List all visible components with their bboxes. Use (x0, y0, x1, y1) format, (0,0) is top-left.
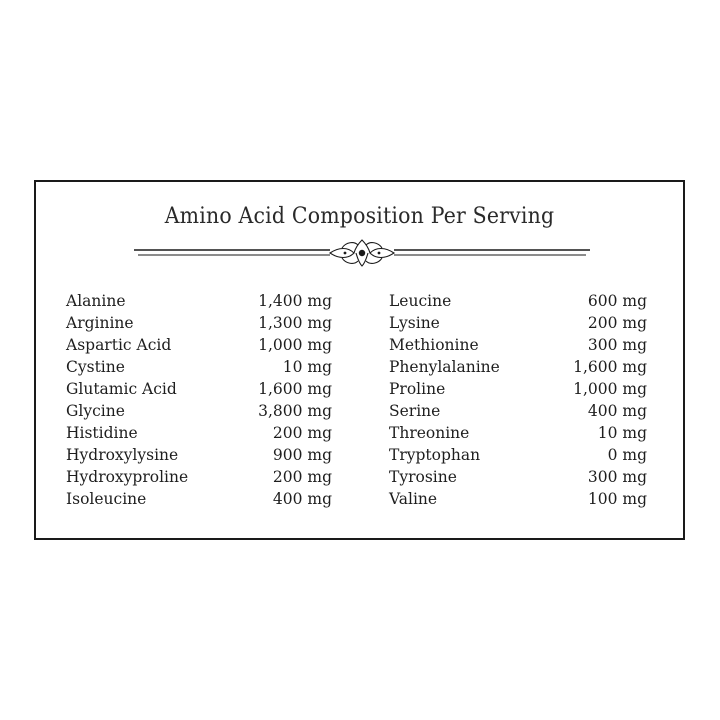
amino-amount: 600 mg (587, 292, 647, 310)
list-item (389, 312, 647, 334)
amino-amount: 200 mg (272, 424, 332, 442)
list-item (389, 356, 647, 378)
ornamental-divider-icon (134, 238, 590, 268)
amino-name: Alanine (66, 292, 126, 310)
amino-name: Histidine (66, 424, 138, 442)
amino-amount: 200 mg (587, 314, 647, 332)
list-item (66, 422, 332, 444)
list-item (389, 290, 647, 312)
amino-amount: 400 mg (272, 490, 332, 508)
amino-amount: 900 mg (272, 446, 332, 464)
amino-amount: 1,300 mg (258, 314, 332, 332)
amino-amount: 100 mg (587, 490, 647, 508)
amino-amount: 0 mg (607, 446, 647, 464)
amino-name: Aspartic Acid (66, 336, 172, 354)
amino-amount: 3,800 mg (258, 402, 332, 420)
list-item (66, 290, 332, 312)
list-item (389, 444, 647, 466)
panel-title: Amino Acid Composition Per Serving (164, 204, 555, 229)
list-item (389, 488, 647, 510)
amino-name: Cystine (66, 358, 125, 376)
right-amino-list (389, 290, 647, 510)
list-item (389, 466, 647, 488)
amino-amount: 1,000 mg (258, 336, 332, 354)
amino-name: Glutamic Acid (66, 380, 177, 398)
amino-name: Glycine (66, 402, 125, 420)
amino-name: Threonine (389, 424, 470, 442)
amino-amount: 10 mg (597, 424, 647, 442)
amino-name: Tyrosine (389, 468, 457, 486)
list-item (66, 312, 332, 334)
list-item (66, 444, 332, 466)
list-item (66, 378, 332, 400)
amino-name: Hydroxyproline (66, 468, 189, 486)
amino-amount: 1,600 mg (573, 358, 647, 376)
amino-name: Tryptophan (389, 446, 481, 464)
list-item (66, 400, 332, 422)
amino-amount: 400 mg (587, 402, 647, 420)
amino-amount: 1,600 mg (258, 380, 332, 398)
amino-name: Isoleucine (66, 490, 147, 508)
amino-acid-panel (34, 180, 685, 540)
amino-amount: 10 mg (282, 358, 332, 376)
amino-name: Hydroxylysine (66, 446, 179, 464)
amino-name: Leucine (389, 292, 452, 310)
amino-amount: 200 mg (272, 468, 332, 486)
list-item (66, 466, 332, 488)
amino-name: Lysine (389, 314, 440, 332)
amino-name: Phenylalanine (389, 358, 500, 376)
amino-amount: 300 mg (587, 468, 647, 486)
list-item (389, 422, 647, 444)
amino-name: Proline (389, 380, 446, 398)
amino-amount: 300 mg (587, 336, 647, 354)
amino-amount: 1,400 mg (258, 292, 332, 310)
amino-name: Methionine (389, 336, 479, 354)
amino-amount: 1,000 mg (573, 380, 647, 398)
list-item (389, 334, 647, 356)
amino-name: Serine (389, 402, 441, 420)
list-item (66, 356, 332, 378)
list-item (66, 334, 332, 356)
list-item (389, 378, 647, 400)
list-item (389, 400, 647, 422)
amino-name: Arginine (66, 314, 134, 332)
amino-name: Valine (389, 490, 438, 508)
list-item (66, 488, 332, 510)
left-amino-list (66, 290, 332, 510)
